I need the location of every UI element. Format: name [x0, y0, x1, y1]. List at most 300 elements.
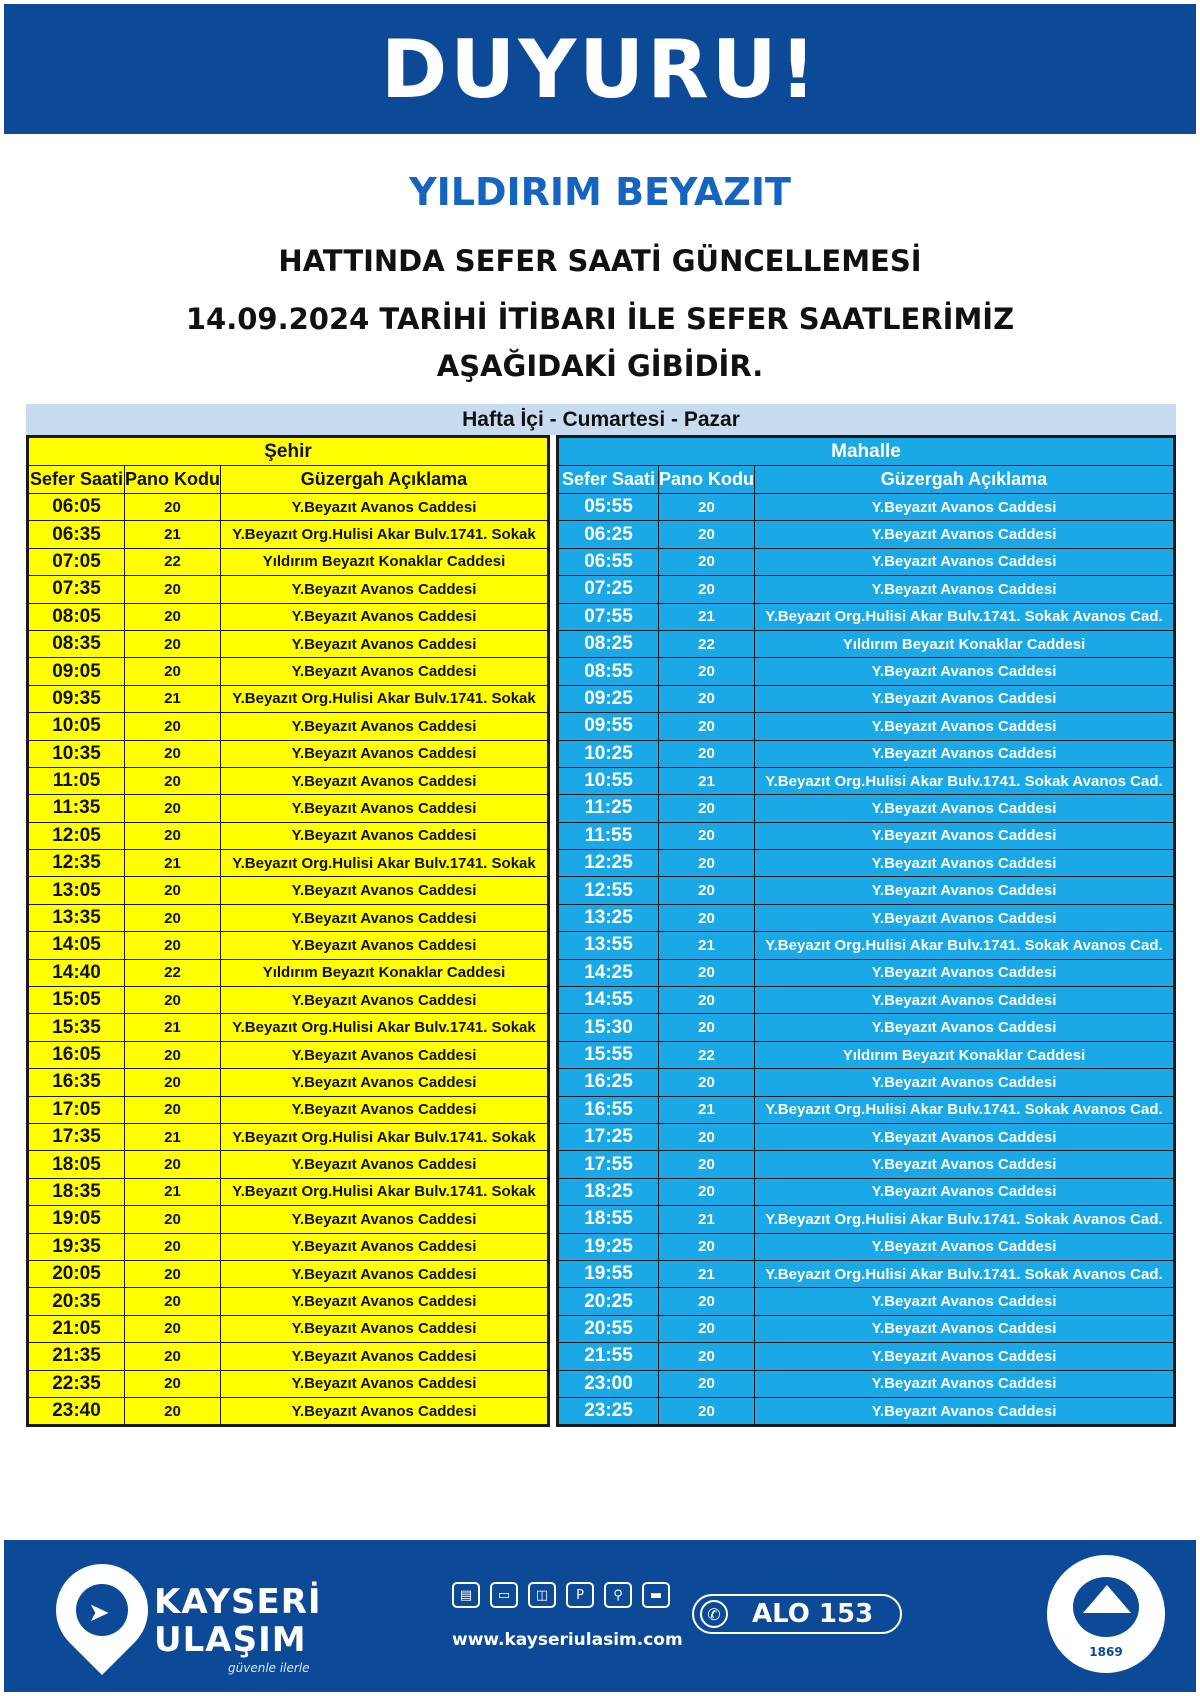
- city-row: [29, 576, 548, 603]
- neighborhood-departure-time: 12:55: [559, 877, 659, 904]
- neighborhood-route-description: Y.Beyazıt Avanos Caddesi: [755, 685, 1174, 712]
- neighborhood-departure-time: 13:25: [559, 904, 659, 931]
- neighborhood-route-description: Y.Beyazıt Avanos Caddesi: [755, 1343, 1174, 1370]
- neighborhood-board-code: 20: [659, 1288, 755, 1315]
- neighborhood-departure-time: 08:55: [559, 658, 659, 685]
- neighborhood-board-code: 20: [659, 877, 755, 904]
- mountain-icon: [1083, 1585, 1131, 1613]
- neighborhood-route-description: Y.Beyazıt Avanos Caddesi: [755, 576, 1174, 603]
- neighborhood-board-code: 20: [659, 1069, 755, 1096]
- city-row: [29, 1343, 548, 1370]
- neighborhood-departure-time: 10:25: [559, 740, 659, 767]
- neighborhood-row: [559, 630, 1174, 657]
- neighborhood-route-description: Y.Beyazıt Avanos Caddesi: [755, 1123, 1174, 1150]
- neighborhood-route-description: Y.Beyazıt Avanos Caddesi: [755, 850, 1174, 877]
- city-board-code: 20: [125, 767, 221, 794]
- city-row: [29, 1206, 548, 1233]
- city-board-code: 20: [125, 494, 221, 521]
- neighborhood-departure-time: 15:55: [559, 1041, 659, 1068]
- city-route-description: Y.Beyazıt Avanos Caddesi: [221, 713, 548, 740]
- city-departure-time: 14:40: [29, 959, 125, 986]
- city-departure-time: 18:35: [29, 1178, 125, 1205]
- neighborhood-departure-time: 23:25: [559, 1397, 659, 1424]
- neighborhood-departure-time: 14:25: [559, 959, 659, 986]
- city-board-code: 20: [125, 603, 221, 630]
- city-board-code: 20: [125, 740, 221, 767]
- neighborhood-board-code: 20: [659, 548, 755, 575]
- announcement-title: DUYURU!: [380, 22, 820, 116]
- neighborhood-row: [559, 1151, 1174, 1178]
- city-row: [29, 767, 548, 794]
- city-departure-time: 17:05: [29, 1096, 125, 1123]
- neighborhood-route-description: Y.Beyazıt Avanos Caddesi: [755, 548, 1174, 575]
- neighborhood-departure-time: 16:25: [559, 1069, 659, 1096]
- neighborhood-row: [559, 987, 1174, 1014]
- line-name: YILDIRIM BEYAZIT: [409, 170, 791, 214]
- neighborhood-departure-time: 11:55: [559, 822, 659, 849]
- city-route-description: Y.Beyazıt Avanos Caddesi: [221, 1233, 548, 1260]
- city-departure-time: 11:05: [29, 767, 125, 794]
- city-route-description: Y.Beyazıt Avanos Caddesi: [221, 630, 548, 657]
- neighborhood-route-description: Y.Beyazıt Avanos Caddesi: [755, 740, 1174, 767]
- neighborhood-departure-time: 08:25: [559, 630, 659, 657]
- neighborhood-row: [559, 1288, 1174, 1315]
- neighborhood-row: [559, 795, 1174, 822]
- city-row: [29, 1233, 548, 1260]
- city-section-title: Şehir: [29, 438, 548, 466]
- neighborhood-board-code: 21: [659, 1096, 755, 1123]
- neighborhood-board-code: 20: [659, 1178, 755, 1205]
- city-board-code: 20: [125, 1151, 221, 1178]
- neighborhood-route-description: Y.Beyazıt Avanos Caddesi: [755, 795, 1174, 822]
- city-departure-time: 10:05: [29, 713, 125, 740]
- city-row: [29, 1151, 548, 1178]
- city-departure-time: 19:05: [29, 1206, 125, 1233]
- neighborhood-route-description: Y.Beyazıt Avanos Caddesi: [755, 1178, 1174, 1205]
- city-departure-time: 17:35: [29, 1123, 125, 1150]
- neighborhood-row: [559, 1397, 1174, 1424]
- city-row: [29, 850, 548, 877]
- city-route-description: Y.Beyazıt Avanos Caddesi: [221, 1206, 548, 1233]
- city-route-description: Y.Beyazıt Avanos Caddesi: [221, 822, 548, 849]
- brand-slogan: güvenle ilerle: [228, 1661, 310, 1675]
- city-board-code: 20: [125, 877, 221, 904]
- neighborhood-row: [559, 521, 1174, 548]
- neighborhood-departure-time: 17:55: [559, 1151, 659, 1178]
- footer: [4, 1540, 1196, 1692]
- city-route-description: Y.Beyazıt Org.Hulisi Akar Bulv.1741. Sokak: [221, 1123, 548, 1150]
- neighborhood-route-description: Y.Beyazıt Org.Hulisi Akar Bulv.1741. Sokak Avanos Cad.: [755, 603, 1174, 630]
- neighborhood-board-code: 20: [659, 658, 755, 685]
- neighborhood-row: [559, 767, 1174, 794]
- tram-icon: ▤: [452, 1582, 480, 1608]
- neighborhood-row: [559, 822, 1174, 849]
- neighborhood-time-header: Sefer Saati: [559, 466, 659, 494]
- neighborhood-board-code: 21: [659, 767, 755, 794]
- neighborhood-route-description: Y.Beyazıt Avanos Caddesi: [755, 959, 1174, 986]
- city-board-code: 20: [125, 1041, 221, 1068]
- neighborhood-board-code: 21: [659, 932, 755, 959]
- city-row: [29, 1260, 548, 1287]
- neighborhood-route-description: Y.Beyazıt Avanos Caddesi: [755, 1370, 1174, 1397]
- city-route-description: Y.Beyazıt Avanos Caddesi: [221, 1041, 548, 1068]
- city-row: [29, 1096, 548, 1123]
- neighborhood-board-code: 20: [659, 685, 755, 712]
- neighborhood-route-description: Y.Beyazıt Avanos Caddesi: [755, 521, 1174, 548]
- neighborhood-row: [559, 850, 1174, 877]
- city-board-code: 20: [125, 630, 221, 657]
- city-route-description: Y.Beyazıt Avanos Caddesi: [221, 658, 548, 685]
- announcement-banner: [4, 4, 1196, 134]
- neighborhood-row: [559, 685, 1174, 712]
- city-route-description: Y.Beyazıt Org.Hulisi Akar Bulv.1741. Sokak: [221, 685, 548, 712]
- notice-line-1: 14.09.2024 TARİHİ İTİBARI İLE SEFER SAATLERİMİZ: [185, 302, 1015, 336]
- city-departure-time: 15:35: [29, 1014, 125, 1041]
- neighborhood-row: [559, 548, 1174, 575]
- neighborhood-board-code: 21: [659, 1206, 755, 1233]
- neighborhood-route-description: Y.Beyazıt Avanos Caddesi: [755, 1397, 1174, 1424]
- neighborhood-row: [559, 1315, 1174, 1342]
- municipality-seal: [1044, 1552, 1168, 1676]
- neighborhood-row: [559, 1041, 1174, 1068]
- neighborhood-row: [559, 603, 1174, 630]
- city-board-code: 20: [125, 1288, 221, 1315]
- city-board-code: 20: [125, 1069, 221, 1096]
- neighborhood-departure-time: 11:25: [559, 795, 659, 822]
- city-row: [29, 1069, 548, 1096]
- neighborhood-board-code: 20: [659, 576, 755, 603]
- city-departure-time: 15:05: [29, 987, 125, 1014]
- hotline-number: ALO 153: [752, 1599, 874, 1629]
- city-route-description: Y.Beyazıt Avanos Caddesi: [221, 1397, 548, 1424]
- city-departure-time: 14:05: [29, 932, 125, 959]
- neighborhood-board-code: 22: [659, 630, 755, 657]
- neighborhood-departure-time: 18:25: [559, 1178, 659, 1205]
- city-departure-time: 12:35: [29, 850, 125, 877]
- neighborhood-route-description: Y.Beyazıt Avanos Caddesi: [755, 822, 1174, 849]
- neighborhood-row: [559, 713, 1174, 740]
- city-board-code: 20: [125, 1370, 221, 1397]
- neighborhood-departure-time: 18:55: [559, 1206, 659, 1233]
- neighborhood-row: [559, 494, 1174, 521]
- city-departure-time: 07:35: [29, 576, 125, 603]
- city-route-description: Y.Beyazıt Avanos Caddesi: [221, 932, 548, 959]
- city-code-header: Pano Kodu: [125, 466, 221, 494]
- neighborhood-board-code: 22: [659, 1041, 755, 1068]
- city-board-code: 20: [125, 932, 221, 959]
- city-row: [29, 658, 548, 685]
- city-row: [29, 932, 548, 959]
- city-departure-time: 21:35: [29, 1343, 125, 1370]
- neighborhood-board-code: 20: [659, 822, 755, 849]
- city-row: [29, 603, 548, 630]
- neighborhood-code-header: Pano Kodu: [659, 466, 755, 494]
- neighborhood-route-description: Y.Beyazıt Avanos Caddesi: [755, 713, 1174, 740]
- hotline-badge: [692, 1594, 902, 1634]
- neighborhood-board-code: 20: [659, 494, 755, 521]
- city-row: [29, 494, 548, 521]
- city-row: [29, 1123, 548, 1150]
- city-row: [29, 822, 548, 849]
- neighborhood-departure-time: 16:55: [559, 1096, 659, 1123]
- city-board-code: 20: [125, 987, 221, 1014]
- city-route-description: Y.Beyazıt Avanos Caddesi: [221, 1151, 548, 1178]
- city-route-description: Y.Beyazıt Avanos Caddesi: [221, 767, 548, 794]
- city-departure-time: 06:35: [29, 521, 125, 548]
- neighborhood-board-code: 20: [659, 987, 755, 1014]
- city-row: [29, 713, 548, 740]
- neighborhood-departure-time: 10:55: [559, 767, 659, 794]
- car-park-icon: P: [566, 1582, 594, 1608]
- neighborhood-row: [559, 932, 1174, 959]
- city-route-description: Y.Beyazıt Org.Hulisi Akar Bulv.1741. Sokak: [221, 1178, 548, 1205]
- neighborhood-departure-time: 05:55: [559, 494, 659, 521]
- city-row: [29, 1370, 548, 1397]
- neighborhood-route-description: Y.Beyazıt Avanos Caddesi: [755, 494, 1174, 521]
- neighborhood-departure-time: 19:25: [559, 1233, 659, 1260]
- neighborhood-route-description: Y.Beyazıt Org.Hulisi Akar Bulv.1741. Sokak Avanos Cad.: [755, 932, 1174, 959]
- neighborhood-row: [559, 1123, 1174, 1150]
- city-row: [29, 795, 548, 822]
- metro-icon: ◫: [528, 1582, 556, 1608]
- city-route-description: Y.Beyazıt Org.Hulisi Akar Bulv.1741. Sokak: [221, 1014, 548, 1041]
- neighborhood-row: [559, 877, 1174, 904]
- neighborhood-board-code: 20: [659, 1123, 755, 1150]
- city-departure-time: 08:05: [29, 603, 125, 630]
- city-route-description: Y.Beyazıt Avanos Caddesi: [221, 1315, 548, 1342]
- update-subtitle: HATTINDA SEFER SAATİ GÜNCELLEMESİ: [278, 244, 922, 278]
- bicycle-icon: ⚲: [604, 1582, 632, 1608]
- seal-year: 1869: [1089, 1645, 1123, 1659]
- city-board-code: 20: [125, 1233, 221, 1260]
- city-row: [29, 1014, 548, 1041]
- city-departure-time: 20:05: [29, 1260, 125, 1287]
- neighborhood-departure-time: 13:55: [559, 932, 659, 959]
- city-board-code: 20: [125, 822, 221, 849]
- neighborhood-row: [559, 1069, 1174, 1096]
- city-route-description: Y.Beyazıt Avanos Caddesi: [221, 1069, 548, 1096]
- neighborhood-schedule: [556, 435, 1176, 1427]
- city-board-code: 20: [125, 1397, 221, 1424]
- city-row: [29, 630, 548, 657]
- city-board-code: 21: [125, 850, 221, 877]
- neighborhood-departure-time: 17:25: [559, 1123, 659, 1150]
- neighborhood-departure-time: 06:25: [559, 521, 659, 548]
- neighborhood-board-code: 20: [659, 1343, 755, 1370]
- city-row: [29, 1288, 548, 1315]
- neighborhood-route-description: Y.Beyazıt Org.Hulisi Akar Bulv.1741. Sokak Avanos Cad.: [755, 1096, 1174, 1123]
- city-route-description: Y.Beyazıt Avanos Caddesi: [221, 877, 548, 904]
- city-departure-time: 16:35: [29, 1069, 125, 1096]
- neighborhood-board-code: 20: [659, 521, 755, 548]
- neighborhood-departure-time: 14:55: [559, 987, 659, 1014]
- city-route-description: Yıldırım Beyazıt Konaklar Caddesi: [221, 548, 548, 575]
- neighborhood-route-description: Y.Beyazıt Avanos Caddesi: [755, 658, 1174, 685]
- neighborhood-route-description: Yıldırım Beyazıt Konaklar Caddesi: [755, 1041, 1174, 1068]
- city-board-code: 22: [125, 959, 221, 986]
- city-board-code: 20: [125, 1206, 221, 1233]
- city-departure-time: 11:35: [29, 795, 125, 822]
- city-route-description: Y.Beyazıt Avanos Caddesi: [221, 1260, 548, 1287]
- city-route-description: Y.Beyazıt Avanos Caddesi: [221, 1288, 548, 1315]
- city-departure-time: 21:05: [29, 1315, 125, 1342]
- city-board-code: 20: [125, 658, 221, 685]
- neighborhood-route-description: Y.Beyazıt Avanos Caddesi: [755, 987, 1174, 1014]
- neighborhood-board-code: 20: [659, 1151, 755, 1178]
- neighborhood-row: [559, 1178, 1174, 1205]
- neighborhood-route-description: Y.Beyazıt Avanos Caddesi: [755, 1151, 1174, 1178]
- city-row: [29, 959, 548, 986]
- neighborhood-departure-time: 20:55: [559, 1315, 659, 1342]
- city-row: [29, 1178, 548, 1205]
- neighborhood-row: [559, 576, 1174, 603]
- transport-modes: [452, 1582, 670, 1608]
- city-board-code: 21: [125, 1123, 221, 1150]
- city-board-code: 22: [125, 548, 221, 575]
- neighborhood-row: [559, 904, 1174, 931]
- neighborhood-board-code: 20: [659, 1315, 755, 1342]
- neighborhood-row: [559, 1343, 1174, 1370]
- neighborhood-section-title: Mahalle: [559, 438, 1174, 466]
- city-board-code: 20: [125, 1315, 221, 1342]
- city-departure-time: 13:05: [29, 877, 125, 904]
- neighborhood-row: [559, 959, 1174, 986]
- neighborhood-departure-time: 20:25: [559, 1288, 659, 1315]
- city-time-header: Sefer Saati: [29, 466, 125, 494]
- city-departure-time: 10:35: [29, 740, 125, 767]
- city-row: [29, 1315, 548, 1342]
- neighborhood-row: [559, 740, 1174, 767]
- neighborhood-row: [559, 1233, 1174, 1260]
- neighborhood-departure-time: 07:55: [559, 603, 659, 630]
- city-route-description: Y.Beyazıt Avanos Caddesi: [221, 603, 548, 630]
- city-board-code: 20: [125, 904, 221, 931]
- neighborhood-board-code: 20: [659, 1370, 755, 1397]
- city-departure-time: 06:05: [29, 494, 125, 521]
- neighborhood-departure-time: 12:25: [559, 850, 659, 877]
- city-board-code: 21: [125, 521, 221, 548]
- neighborhood-board-code: 20: [659, 1397, 755, 1424]
- neighborhood-route-description: Y.Beyazıt Avanos Caddesi: [755, 904, 1174, 931]
- neighborhood-departure-time: 07:25: [559, 576, 659, 603]
- city-row: [29, 521, 548, 548]
- city-departure-time: 08:35: [29, 630, 125, 657]
- city-departure-time: 20:35: [29, 1288, 125, 1315]
- city-board-code: 21: [125, 1178, 221, 1205]
- neighborhood-departure-time: 15:30: [559, 1014, 659, 1041]
- city-row: [29, 987, 548, 1014]
- neighborhood-row: [559, 1096, 1174, 1123]
- neighborhood-departure-time: 19:55: [559, 1260, 659, 1287]
- city-row: [29, 1041, 548, 1068]
- logo-arrow-icon: ➤: [88, 1598, 110, 1628]
- neighborhood-row: [559, 1206, 1174, 1233]
- neighborhood-route-header: Güzergah Açıklama: [755, 466, 1174, 494]
- city-route-description: Y.Beyazıt Avanos Caddesi: [221, 1370, 548, 1397]
- neighborhood-board-code: 21: [659, 1260, 755, 1287]
- city-board-code: 20: [125, 795, 221, 822]
- city-departure-time: 18:05: [29, 1151, 125, 1178]
- neighborhood-route-description: Y.Beyazıt Avanos Caddesi: [755, 1233, 1174, 1260]
- city-board-code: 20: [125, 1260, 221, 1287]
- city-route-description: Y.Beyazıt Avanos Caddesi: [221, 795, 548, 822]
- neighborhood-board-code: 20: [659, 713, 755, 740]
- city-row: [29, 1397, 548, 1424]
- city-board-code: 20: [125, 576, 221, 603]
- city-departure-time: 23:40: [29, 1397, 125, 1424]
- city-board-code: 21: [125, 685, 221, 712]
- neighborhood-row: [559, 1370, 1174, 1397]
- city-board-code: 21: [125, 1014, 221, 1041]
- neighborhood-row: [559, 1014, 1174, 1041]
- neighborhood-board-code: 20: [659, 850, 755, 877]
- bus-icon: ▭: [490, 1582, 518, 1608]
- city-route-description: Y.Beyazıt Avanos Caddesi: [221, 576, 548, 603]
- neighborhood-route-description: Yıldırım Beyazıt Konaklar Caddesi: [755, 630, 1174, 657]
- neighborhood-route-description: Y.Beyazıt Avanos Caddesi: [755, 1014, 1174, 1041]
- city-route-description: Y.Beyazıt Avanos Caddesi: [221, 904, 548, 931]
- brand-line-2: ULAŞIM: [154, 1620, 307, 1660]
- city-departure-time: 09:05: [29, 658, 125, 685]
- neighborhood-board-code: 20: [659, 959, 755, 986]
- city-route-description: Y.Beyazıt Org.Hulisi Akar Bulv.1741. Sokak: [221, 850, 548, 877]
- neighborhood-row: [559, 658, 1174, 685]
- city-departure-time: 16:05: [29, 1041, 125, 1068]
- notice-line-2: AŞAĞIDAKİ GİBİDİR.: [436, 349, 764, 383]
- neighborhood-route-description: Y.Beyazıt Avanos Caddesi: [755, 1288, 1174, 1315]
- city-departure-time: 22:35: [29, 1370, 125, 1397]
- website-link[interactable]: www.kayseriulasim.com: [452, 1630, 683, 1650]
- city-row: [29, 740, 548, 767]
- days-band: Hafta İçi - Cumartesi - Pazar: [26, 404, 1176, 435]
- city-departure-time: 12:05: [29, 822, 125, 849]
- neighborhood-departure-time: 21:55: [559, 1343, 659, 1370]
- neighborhood-route-description: Y.Beyazıt Avanos Caddesi: [755, 1315, 1174, 1342]
- city-route-description: Y.Beyazıt Avanos Caddesi: [221, 740, 548, 767]
- city-board-code: 20: [125, 713, 221, 740]
- neighborhood-board-code: 21: [659, 603, 755, 630]
- neighborhood-departure-time: 09:25: [559, 685, 659, 712]
- phone-icon: ✆: [700, 1600, 728, 1628]
- city-schedule: [26, 435, 550, 1427]
- city-board-code: 20: [125, 1096, 221, 1123]
- neighborhood-board-code: 20: [659, 904, 755, 931]
- neighborhood-board-code: 20: [659, 740, 755, 767]
- neighborhood-route-description: Y.Beyazıt Org.Hulisi Akar Bulv.1741. Sokak Avanos Cad.: [755, 767, 1174, 794]
- neighborhood-board-code: 20: [659, 1014, 755, 1041]
- brand-line-1: KAYSERİ: [154, 1582, 322, 1622]
- neighborhood-route-description: Y.Beyazıt Org.Hulisi Akar Bulv.1741. Sokak Avanos Cad.: [755, 1260, 1174, 1287]
- city-route-header: Güzergah Açıklama: [221, 466, 548, 494]
- neighborhood-board-code: 20: [659, 1233, 755, 1260]
- neighborhood-route-description: Y.Beyazıt Avanos Caddesi: [755, 877, 1174, 904]
- city-route-description: Yıldırım Beyazıt Konaklar Caddesi: [221, 959, 548, 986]
- city-route-description: Y.Beyazıt Avanos Caddesi: [221, 1096, 548, 1123]
- neighborhood-departure-time: 23:00: [559, 1370, 659, 1397]
- city-route-description: Y.Beyazıt Avanos Caddesi: [221, 987, 548, 1014]
- neighborhood-board-code: 20: [659, 795, 755, 822]
- city-route-description: Y.Beyazıt Avanos Caddesi: [221, 494, 548, 521]
- city-departure-time: 09:35: [29, 685, 125, 712]
- city-departure-time: 19:35: [29, 1233, 125, 1260]
- neighborhood-row: [559, 1260, 1174, 1287]
- neighborhood-route-description: Y.Beyazıt Org.Hulisi Akar Bulv.1741. Sokak Avanos Cad.: [755, 1206, 1174, 1233]
- neighborhood-departure-time: 09:55: [559, 713, 659, 740]
- city-departure-time: 13:35: [29, 904, 125, 931]
- city-row: [29, 548, 548, 575]
- neighborhood-departure-time: 06:55: [559, 548, 659, 575]
- neighborhood-route-description: Y.Beyazıt Avanos Caddesi: [755, 1069, 1174, 1096]
